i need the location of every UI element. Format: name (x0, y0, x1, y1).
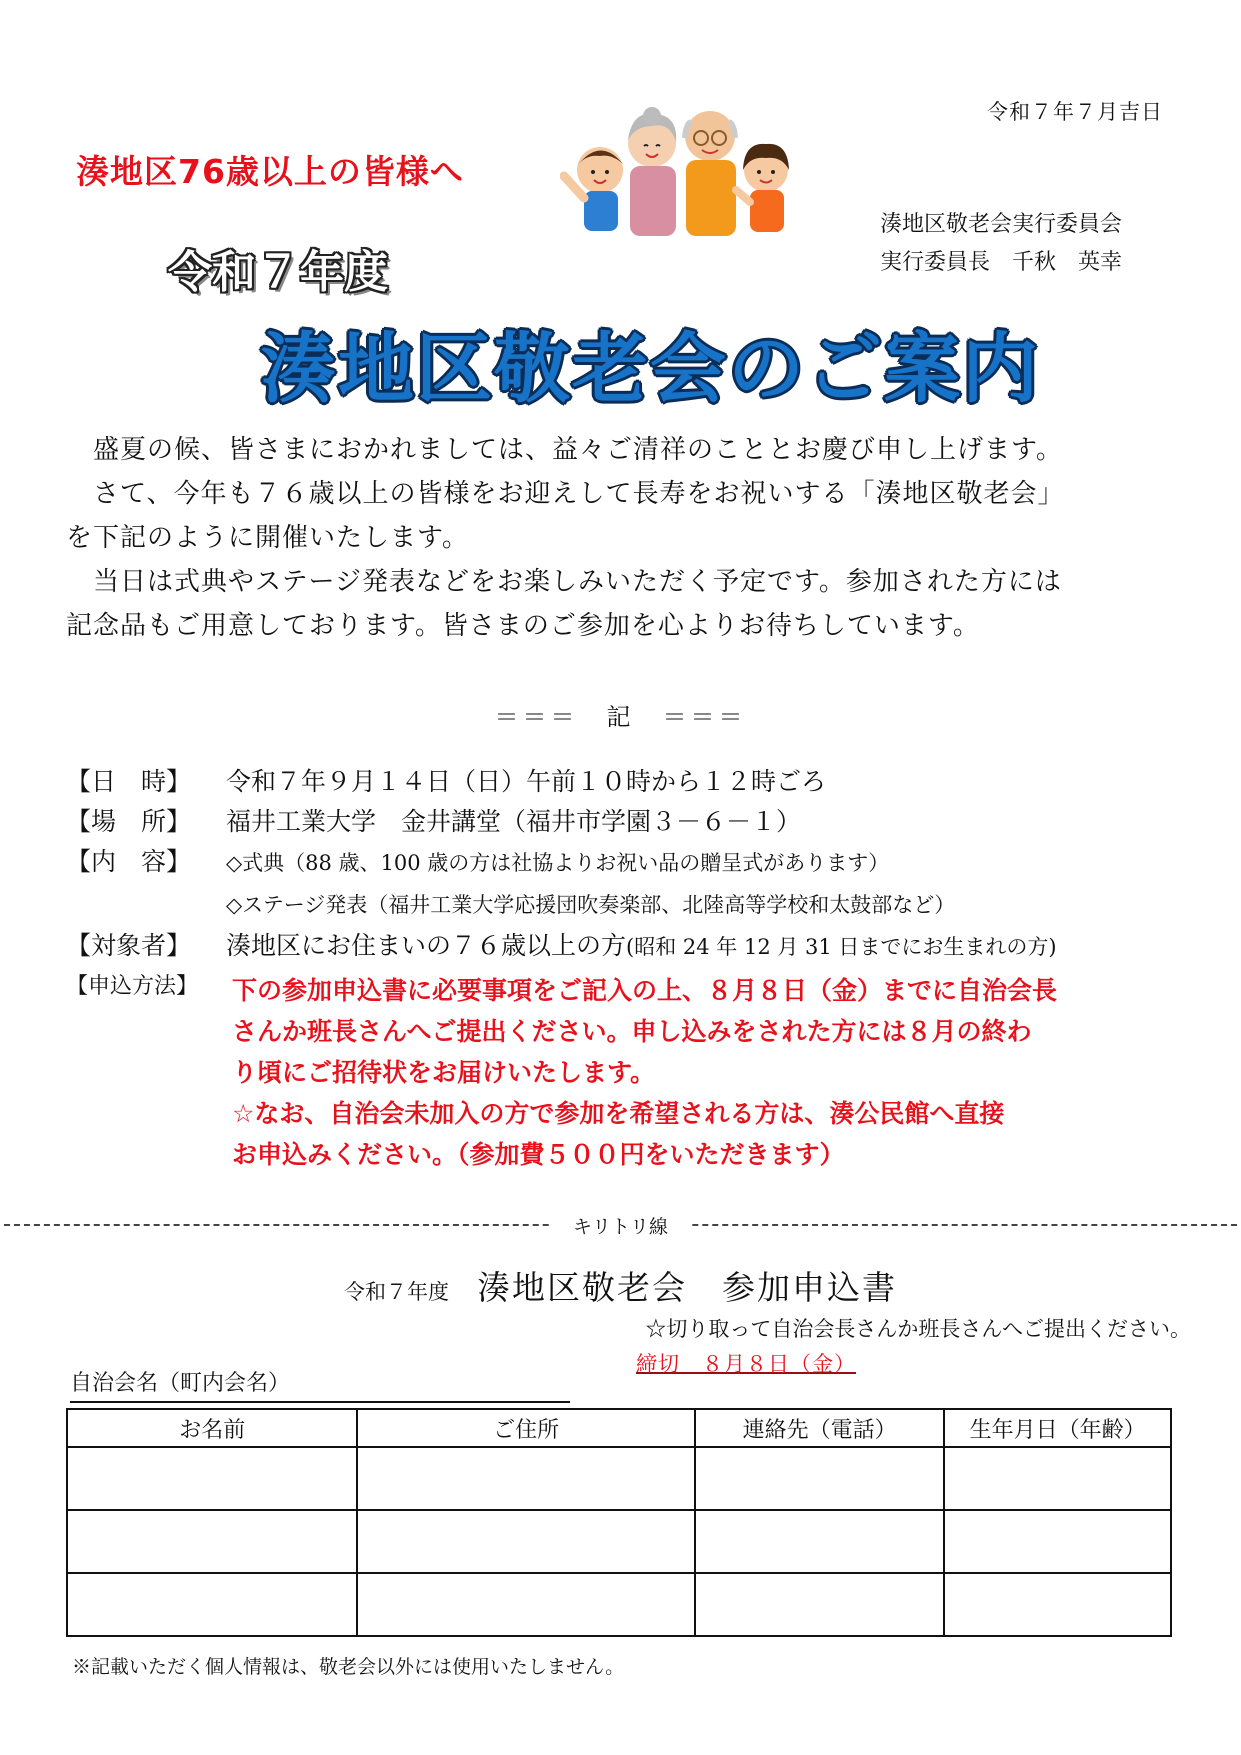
col-phone: 連絡先（電話） (695, 1409, 945, 1447)
grandchild-girl (736, 144, 789, 232)
page-title: 湊地区敬老会のご案内 (260, 324, 1040, 413)
apply-row (66, 966, 226, 1006)
greeting-paragraph (66, 428, 1176, 560)
datetime-value: 令和７年９月１４日（日）午前１０時から１２時ごろ (226, 767, 827, 796)
apply-method (232, 970, 1057, 1175)
eligible-value: 湊地区にお住まいの７６歳以上の方 (226, 931, 627, 960)
eligible-label: 【対象者】 (66, 931, 192, 960)
place-value: 福井工業大学 金井講堂（福井市学園３－６－１） (226, 807, 802, 836)
birthdate-cell[interactable] (944, 1510, 1171, 1573)
cut-line-text: キリトリ線 (551, 1216, 690, 1238)
submit-note: ☆切り取って自治会長さんか班長さんへご提出ください。 (645, 1317, 1191, 1341)
apply-line-1: 下の参加申込書に必要事項をご記入の上、８月８日（金）までに自治会長 (232, 976, 1058, 1005)
family-illustration (560, 98, 810, 238)
datetime-label: 【日 時】 (66, 767, 192, 796)
organizer-name: 湊地区敬老会実行委員会 (880, 212, 1123, 237)
apply-line-5: お申込みください。（参加費５００円をいただきます） (232, 1140, 845, 1169)
col-birthdate: 生年月日（年齢） (944, 1409, 1171, 1447)
program-line-1: 当日は式典やステージ発表などをお楽しみいただく予定です。参加された方には (66, 567, 1062, 597)
application-table (66, 1408, 1172, 1637)
eligible-row (66, 927, 1057, 966)
issue-date: 令和７年７月吉日 (987, 100, 1163, 124)
form-heading: 湊地区敬老会 参加申込書 (477, 1268, 897, 1307)
phone-cell[interactable] (695, 1573, 945, 1636)
name-cell[interactable] (67, 1510, 357, 1573)
program-paragraph (66, 560, 1176, 648)
table-row (67, 1573, 1171, 1636)
greeting-line-1: 盛夏の候、皆さまにおかれましては、益々ご清祥のこととお慶び申し上げます。 (66, 435, 1063, 465)
committee-chair: 実行委員長 千秋 英幸 (880, 250, 1123, 275)
col-address: ご住所 (357, 1409, 694, 1447)
greeting-line-2: さて、今年も７６歳以上の皆様をお迎えして長寿をお祝いする「湊地区敬老会」 (66, 479, 1065, 509)
table-row (67, 1447, 1171, 1510)
ki-heading: ＝＝＝ 記 ＝＝＝ (494, 703, 747, 731)
apply-label: 【申込方法】 (66, 974, 199, 999)
privacy-note: ※記載いただく個人情報は、敬老会以外には使用いたしません。 (72, 1656, 625, 1678)
grandfather (685, 111, 736, 236)
table-header-row (67, 1409, 1171, 1447)
target-audience: 湊地区76歳以上の皆様へ (76, 152, 464, 191)
association-field[interactable]: 自治会名（町内会名） (70, 1366, 570, 1403)
address-cell[interactable] (357, 1510, 694, 1573)
form-title (0, 1262, 1241, 1309)
eligible-note: (昭和 24 年 12 月 31 日までにお生まれの方) (626, 935, 1057, 959)
apply-line-2: さんか班長さんへご提出ください。申し込みをされた方には８月の終わ (232, 1017, 1032, 1046)
content-row (66, 843, 889, 882)
phone-cell[interactable] (695, 1510, 945, 1573)
table-row (67, 1510, 1171, 1573)
grandmother (628, 107, 676, 236)
name-cell[interactable] (67, 1447, 357, 1510)
place-label: 【場 所】 (66, 807, 192, 836)
datetime-row (66, 763, 826, 801)
deadline: 締切 ８月８日（金） (636, 1352, 856, 1376)
content-label: 【内 容】 (66, 847, 192, 876)
program-line-2: 記念品もご用意しております。皆さまのご参加を心よりお待ちしています。 (66, 611, 980, 641)
content-ceremony: ◇式典（88 歳、100 歳の方は社協よりお祝い品の贈呈式があります） (226, 851, 890, 875)
phone-cell[interactable] (695, 1447, 945, 1510)
content-stage: ◇ステージ発表（福井工業大学応援団吹奏楽部、北陸高等学校和太鼓部など） (226, 893, 956, 917)
name-cell[interactable] (67, 1573, 357, 1636)
birthdate-cell[interactable] (944, 1573, 1171, 1636)
address-cell[interactable] (357, 1573, 694, 1636)
birthdate-cell[interactable] (944, 1447, 1171, 1510)
address-cell[interactable] (357, 1447, 694, 1510)
cut-line-label (0, 1212, 1241, 1239)
form-year: 令和７年度 (344, 1280, 449, 1304)
place-row (66, 803, 801, 841)
year-title: 令和７年度 (168, 247, 388, 298)
content-row-2 (226, 885, 955, 924)
greeting-line-3: を下記のように開催いたします。 (66, 523, 469, 553)
apply-line-3: り頃にご招待状をお届けいたします。 (232, 1058, 656, 1087)
grandchild-boy (564, 147, 623, 231)
col-name: お名前 (67, 1409, 357, 1447)
apply-line-4: ☆なお、自治会未加入の方で参加を希望される方は、湊公民館へ直接 (232, 1099, 1005, 1128)
